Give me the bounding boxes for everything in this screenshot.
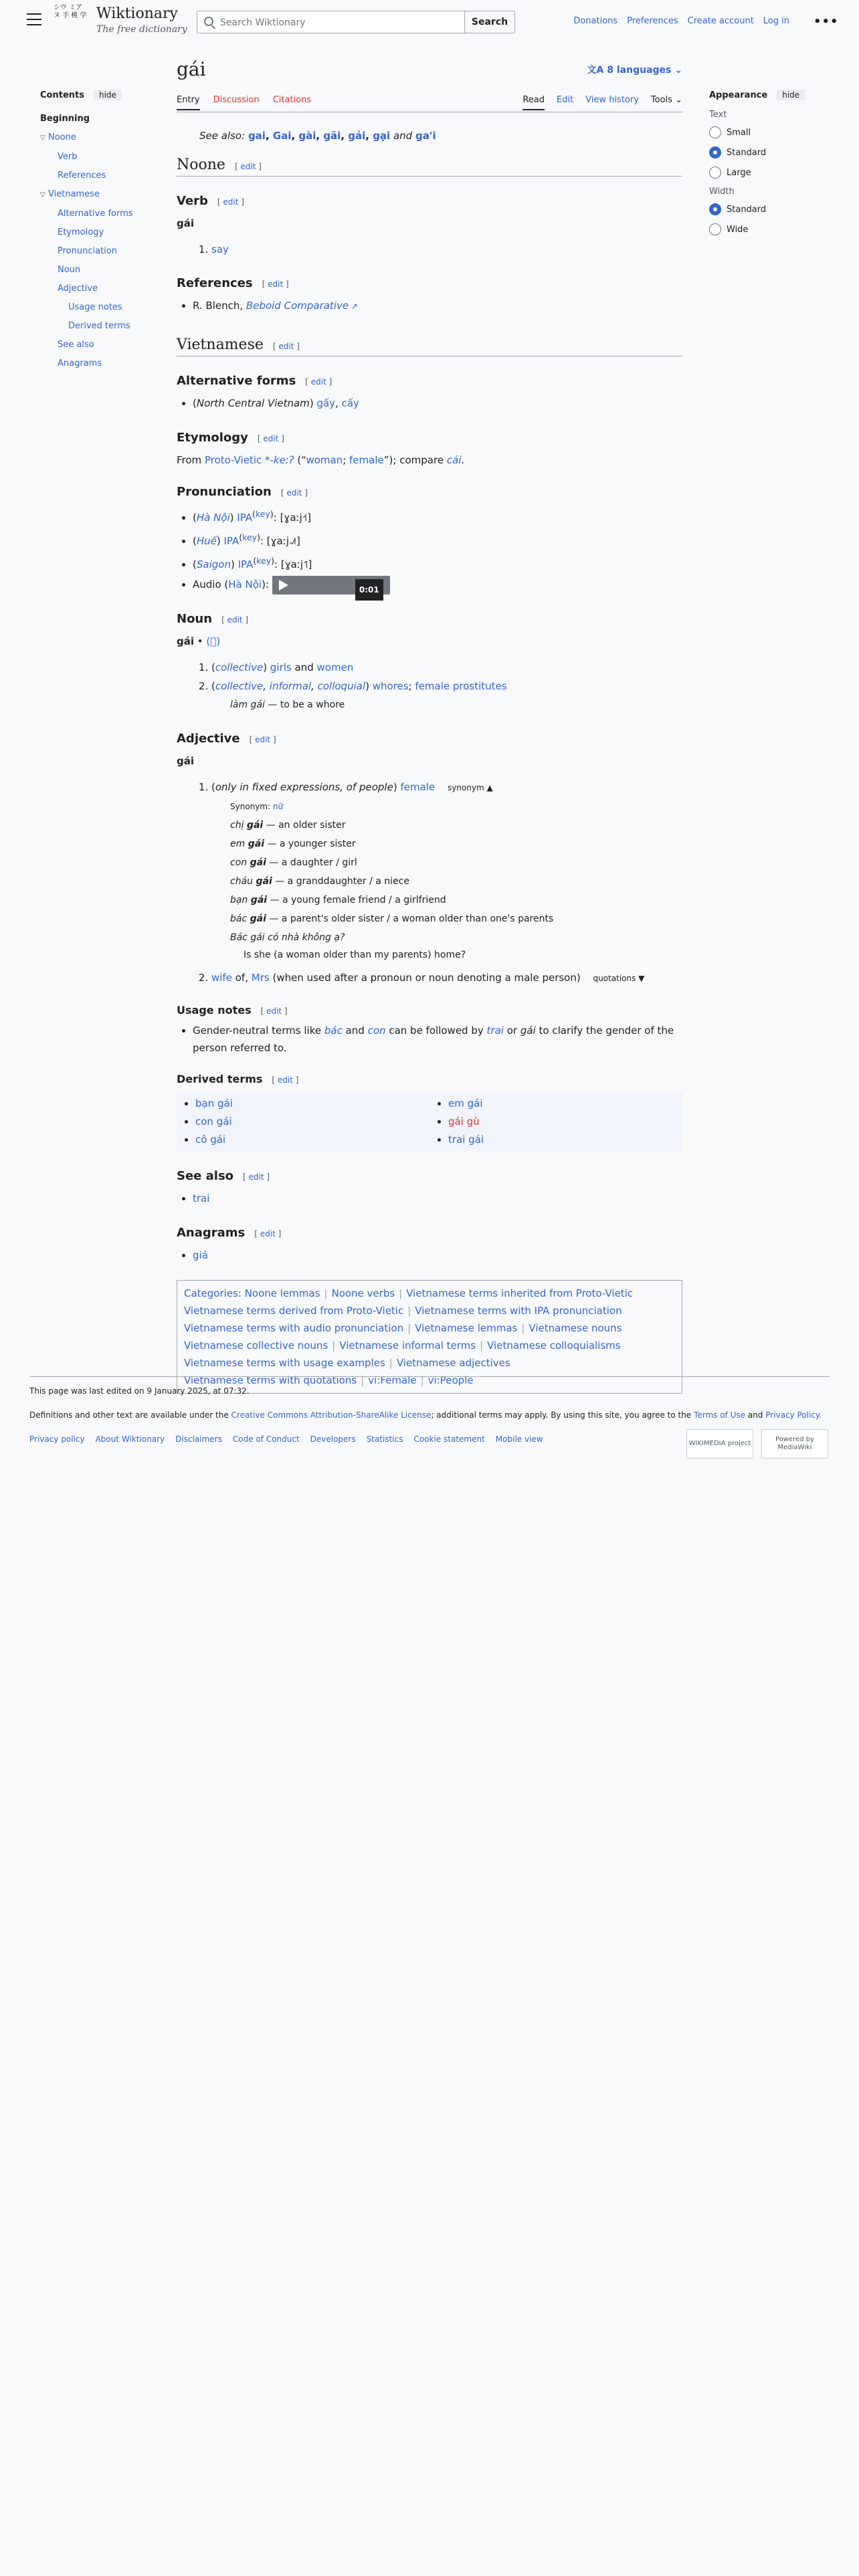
- edit-link[interactable]: edit: [268, 280, 284, 289]
- toc-item-etymology[interactable]: Etymology: [58, 227, 104, 237]
- gloss-link[interactable]: wife: [211, 972, 232, 984]
- heading-anagrams: Anagrams [ edit ]: [177, 1226, 282, 1240]
- derived-term-link[interactable]: trai gái: [448, 1134, 484, 1146]
- chevron-down-icon[interactable]: ▽: [40, 134, 45, 142]
- usage-example: chị gái — an older sister: [230, 820, 346, 831]
- category-link[interactable]: Vietnamese informal terms: [339, 1339, 476, 1352]
- usage-example-quote: Bác gái có nhà không ạ?: [230, 932, 345, 943]
- pronunciation-item: • (Hà Nội) $IPA^{(key)}$: [ɣaːj˧˦]: [193, 504, 682, 528]
- toc-item-references[interactable]: References: [58, 171, 106, 181]
- term-link[interactable]: bác: [324, 1025, 343, 1037]
- edit-link[interactable]: edit: [277, 1075, 293, 1085]
- ipa-link[interactable]: IPA: [237, 512, 253, 524]
- heading-vietnamese: Vietnamese [ edit ]: [177, 336, 682, 356]
- usage-example: làm gái — to be a whore: [230, 700, 345, 710]
- heading-pronunciation: Pronunciation [ edit ]: [177, 485, 308, 499]
- page-tabs: [177, 90, 682, 112]
- derived-term-link[interactable]: cô gái: [195, 1134, 226, 1146]
- chevron-down-icon: ⌄: [675, 95, 682, 105]
- heading-text: Derived terms: [177, 1073, 263, 1085]
- footer-link-statistics[interactable]: Statistics: [366, 1434, 403, 1444]
- width-standard[interactable]: Standard: [709, 203, 830, 215]
- category-link[interactable]: Vietnamese nouns: [529, 1322, 622, 1334]
- quotations-toggle[interactable]: quotations ▼: [593, 974, 645, 983]
- gloss-link[interactable]: Mrs: [251, 972, 270, 984]
- heading-etymology: Etymology [ edit ]: [177, 431, 284, 445]
- ipa-link[interactable]: IPA: [237, 558, 254, 570]
- edit-link[interactable]: edit: [286, 488, 302, 498]
- heading-text: Pronunciation: [177, 485, 272, 499]
- toc-item-pronunciation[interactable]: Pronunciation: [58, 246, 117, 256]
- header: [0, 0, 859, 44]
- chevron-down-icon: ⌄: [671, 65, 682, 76]
- category-link[interactable]: Vietnamese colloquialisms: [487, 1339, 621, 1352]
- ipa-key-link[interactable]: key: [256, 556, 272, 566]
- derived-term-link[interactable]: con gái: [195, 1115, 232, 1128]
- derived-term-link[interactable]: em gái: [448, 1097, 483, 1109]
- category-link[interactable]: Vietnamese terms with audio pronunciation: [184, 1322, 404, 1334]
- login-link[interactable]: Log in: [763, 16, 789, 26]
- wiktionary-logo[interactable]: シウ ミア ヌ 手 桃 学: [54, 4, 87, 19]
- chevron-down-icon[interactable]: ▽: [40, 191, 45, 199]
- page-title: gái: [177, 58, 206, 80]
- gloss-link[interactable]: woman: [306, 454, 343, 466]
- heading-text: References: [177, 276, 253, 290]
- width-label: Width: [709, 187, 735, 197]
- term-link[interactable]: trai: [486, 1025, 504, 1037]
- tools-menu[interactable]: [651, 95, 682, 110]
- etymology-text: From Proto-Vietic *-keːʔ (“woman; female”); compare cái.: [177, 454, 465, 466]
- preferences-link[interactable]: Preferences: [627, 16, 678, 26]
- ipa-link[interactable]: IPA: [223, 535, 240, 547]
- headword: gái: [177, 755, 195, 767]
- user-links: [573, 16, 826, 26]
- license-link[interactable]: Creative Commons Attribution-ShareAlike License: [231, 1410, 432, 1420]
- edit-link[interactable]: edit: [240, 162, 256, 171]
- category-link[interactable]: Vietnamese terms with IPA pronunciation: [415, 1305, 622, 1317]
- heading-verb: Verb [ edit ]: [177, 194, 244, 208]
- edit-link[interactable]: edit: [223, 197, 239, 207]
- region-link[interactable]: Saigon: [196, 558, 231, 570]
- ipa-key-link[interactable]: key: [255, 509, 270, 519]
- appearance-panel: [709, 90, 830, 243]
- usage-example: bác gái — a parent's older sister / a woman older than one's parents: [230, 914, 554, 924]
- license-text: Definitions and other text are available under the Creative Commons Attribution-ShareAlike License; additional terms may apply. By using this site, you agree to the Terms of Use and Privacy Policy.: [29, 1410, 822, 1420]
- usage-example: em gái — a younger sister: [230, 839, 356, 849]
- region-link[interactable]: Hà Nội: [228, 578, 262, 591]
- search-box: [197, 11, 464, 33]
- language-button[interactable]: [587, 63, 682, 76]
- play-icon[interactable]: [279, 580, 288, 591]
- heading-text: Noun: [177, 612, 213, 626]
- menu-icon[interactable]: [27, 13, 41, 25]
- external-link-icon: ↗: [349, 302, 358, 311]
- headword: gái: [177, 635, 195, 647]
- term-link[interactable]: con: [367, 1025, 386, 1037]
- mediawiki-badge[interactable]: Powered by MediaWiki: [761, 1429, 828, 1459]
- tab-edit[interactable]: Edit: [557, 95, 574, 105]
- category-link[interactable]: Vietnamese terms inherited from Proto-Vietic: [406, 1287, 634, 1299]
- tab-view-history[interactable]: View history: [585, 95, 639, 105]
- usage-example: cháu gái — a granddaughter / a niece: [230, 876, 409, 887]
- gloss-link[interactable]: whores: [372, 680, 409, 692]
- footer: [29, 1376, 830, 1451]
- audio-player[interactable]: [272, 576, 390, 595]
- text-size-small[interactable]: Small: [709, 126, 830, 138]
- audio-label: Audio: [193, 578, 221, 591]
- see-also-link[interactable]: gãi: [323, 130, 341, 142]
- toc-title: Contents: [40, 90, 84, 100]
- tools-label[interactable]: Tools: [650, 95, 672, 105]
- toc-item-verb[interactable]: Verb: [58, 152, 78, 162]
- heading-references: References [ edit ]: [177, 276, 289, 290]
- region-link[interactable]: Huế: [196, 535, 217, 547]
- usage-note: • Gender-neutral terms like bác and con can be followed by trai or gái to clarify the gender of the person referred to.: [193, 1022, 682, 1057]
- see-also-hatnote: See also: gai, Gai, gài, gãi, gải, gại and ga'i: [199, 130, 436, 142]
- reference-link[interactable]: Beboid Comparative: [246, 300, 349, 312]
- see-also-link[interactable]: ga'i: [415, 130, 436, 142]
- audio-item: • Audio (Hà Nội): 0:01: [193, 574, 682, 595]
- definition-link[interactable]: say: [211, 243, 229, 255]
- table-of-contents: [40, 90, 155, 373]
- edit-link[interactable]: edit: [310, 377, 326, 387]
- heading-text: Alternative forms: [177, 374, 296, 388]
- edit-link[interactable]: edit: [266, 1006, 282, 1016]
- heading-noun: Noun [ edit ]: [177, 612, 249, 626]
- see-also-and: and: [393, 130, 413, 142]
- chu-nom-link[interactable]: (𡛔): [206, 635, 221, 647]
- dialect-label: North Central Vietnam: [196, 397, 310, 409]
- ipa-value: [ɣaːj˨˩˦]: [266, 535, 300, 547]
- label-link[interactable]: collective: [215, 661, 264, 673]
- reference-author: R. Blench,: [193, 300, 244, 312]
- text-size-label: Text: [709, 110, 727, 120]
- synonym-link[interactable]: nữ: [272, 802, 284, 811]
- heading-text: Anagrams: [177, 1226, 246, 1240]
- category-link[interactable]: Noone lemmas: [244, 1287, 320, 1299]
- footer-link-code-of-conduct[interactable]: Code of Conduct: [232, 1434, 300, 1444]
- footer-link-disclaimers[interactable]: Disclaimers: [175, 1434, 222, 1444]
- category-link[interactable]: Vietnamese adjectives: [396, 1357, 510, 1369]
- toc-item-adjective[interactable]: Adjective: [58, 284, 98, 294]
- see-also-link[interactable]: gai: [248, 130, 266, 142]
- usage-example: bạn gái — a young female friend / a girlfriend: [230, 895, 446, 905]
- category-link[interactable]: Vietnamese lemmas: [415, 1322, 518, 1334]
- tab-entry[interactable]: Entry: [177, 95, 200, 110]
- edit-link[interactable]: edit: [260, 1229, 276, 1239]
- sense-label: only in fixed expressions, of people: [215, 781, 393, 793]
- footer-link-developers[interactable]: Developers: [310, 1434, 356, 1444]
- site-name[interactable]: Wiktionary: [96, 5, 178, 22]
- edit-link[interactable]: edit: [278, 342, 294, 351]
- heading-text: Usage notes: [177, 1004, 252, 1016]
- privacy-link[interactable]: Privacy Policy.: [765, 1410, 822, 1420]
- heading-alternative-forms: Alternative forms [ edit ]: [177, 374, 332, 388]
- gloss-link[interactable]: women: [316, 661, 354, 673]
- heading-adjective: Adjective [ edit ]: [177, 732, 276, 746]
- heading-derived-terms: Derived terms [ edit ]: [177, 1073, 299, 1085]
- toc-item-vietnamese[interactable]: [40, 185, 155, 205]
- heading-text: Adjective: [177, 732, 240, 746]
- width-wide[interactable]: Wide: [709, 223, 830, 235]
- footer-link-about[interactable]: About Wiktionary: [95, 1434, 165, 1444]
- gloss-link[interactable]: female prostitutes: [415, 680, 507, 692]
- label-link[interactable]: colloquial: [317, 680, 366, 692]
- toc-item-noun[interactable]: Noun: [58, 265, 81, 275]
- gloss-link[interactable]: girls: [270, 661, 292, 673]
- text-size-standard[interactable]: Standard: [709, 146, 830, 158]
- main-content: gái 文A 8 languages ⌄ Entry Discussion Citations Read Edit View history Tools ⌄ See also: gai, Gai, gài, gãi, gải, gại and ga'i Noone [ edit ] Verb [ edit ] gái 1. say References [ edit ] • R. Blench, Beboid Comparative ↗ Vietnamese [ edit ] Alternative forms [ edit ] • (North Central Vietnam) gấy, cấy Etymology [ edit ] From Proto-Vietic *-keːʔ (“woman; female”); compare cái. Pronunciation [ edit ] • (Hà Nội) $IPA^{(key)}$: [ɣaːj˧˦] • (Huế) $IPA^{(key)}$: [ɣaːj˨˩˦] • (Saigon) $IPA^{(key)}$: [ɣaːj˦˥] • Audio (Hà Nội): 0:01 Noun [ edit ] gái • (𡛔) 1. (collective) girls and women 2. (collective, informal, colloquial) whores; female prostitutes làm gái — to be a whore Adjective [ edit ] gái 1. (only in fixed expressions, of people) female synonym ▲ Synonym: nữ chị gái — an older sister em gái — a younger sister con gái — a daughter / girl cháu gái — a granddaughter / a niece bạn gái — a young female friend / a girlfriend bác gái — a parent's older sister / a woman older than one's parents Bác gái có nhà không ạ? Is she (a woman older than my parents) home? 2. wife of, Mrs (when used after a pronoun or noun denoting a male person) quotations ▼ Usage notes [ edit ] • Gender-neutral terms like bác and con can be followed by trai or gái to clarify the gender of the person referred to. Derived terms [ edit ] • bạn gái • con gái • cô gái • em gái • gái gù • trai gái See also [ edit ] • trai Anagrams [ edit ] • giá Categories: Noone lemmas | Noone verbs | Vietnamese terms inherited from Proto-Vietic Vietnamese terms derived from Proto-Vietic | Vietnamese terms with IPA pronunciation Vietnamese terms with audio pronunciation | Vietnamese lemmas | Vietnamese nouns Vietnamese collective nouns | Vietnamese informal terms | Vietnamese colloquialisms Vietnamese terms with usage examples | Vietnamese adjectives Vietnamese terms with quotations | vi:Female | vi:People: [177, 56, 682, 1394]
- language-count[interactable]: 8 languages: [607, 65, 672, 76]
- derived-term-link[interactable]: bạn gái: [195, 1097, 233, 1109]
- etymology-form-link[interactable]: *-keːʔ: [265, 454, 294, 466]
- ipa-key-link[interactable]: key: [242, 532, 258, 542]
- alt-form-link[interactable]: cấy: [341, 397, 359, 409]
- categories-label[interactable]: Categories:: [184, 1287, 242, 1299]
- appearance-hide-button[interactable]: hide: [777, 90, 805, 100]
- translate-icon: 文A: [587, 65, 607, 76]
- category-link[interactable]: Vietnamese collective nouns: [184, 1339, 328, 1352]
- more-options-icon[interactable]: •••: [814, 15, 839, 29]
- see-also-link[interactable]: Gai: [272, 130, 292, 142]
- synonym-toggle[interactable]: synonym ▲: [447, 783, 493, 792]
- headword: gái: [177, 217, 195, 229]
- wikimedia-badge[interactable]: WIKIMEDIA project: [686, 1429, 753, 1459]
- footer-link-mobile[interactable]: Mobile view: [495, 1434, 543, 1444]
- tab-discussion[interactable]: Discussion: [213, 95, 260, 105]
- etymology-source-link[interactable]: Proto-Vietic: [204, 454, 262, 466]
- category-link[interactable]: vi:Female: [368, 1374, 417, 1386]
- gloss-link[interactable]: female: [400, 781, 436, 793]
- heading-text: Noone: [177, 156, 225, 173]
- ipa-value: [ɣaːj˧˦]: [280, 512, 312, 524]
- synonym-label: Synonym:: [230, 802, 271, 811]
- see-also-link[interactable]: gại: [373, 130, 391, 142]
- label-link[interactable]: collective: [215, 680, 264, 692]
- footer-link-cookie[interactable]: Cookie statement: [413, 1434, 485, 1444]
- tab-read[interactable]: Read: [522, 95, 545, 110]
- category-link[interactable]: Vietnamese terms with quotations: [184, 1374, 357, 1386]
- label-link[interactable]: informal: [269, 680, 312, 692]
- toc-item-alternative-forms[interactable]: Alternative forms: [58, 209, 133, 219]
- search-icon: [204, 17, 213, 26]
- heading-text: See also: [177, 1169, 234, 1183]
- see-also-prefix: See also:: [199, 130, 246, 142]
- derived-terms-list: [177, 1092, 682, 1152]
- pronunciation-item: • (Saigon) $IPA^{(key)}$: [ɣaːj˦˥]: [193, 551, 682, 574]
- usage-example-translation: Is she (a woman older than my parents) home?: [244, 950, 466, 960]
- heading-text: Vietnamese: [177, 336, 264, 353]
- search-input[interactable]: [220, 15, 454, 30]
- heading-text: Etymology: [177, 431, 248, 445]
- pronunciation-item: • (Huế) $IPA^{(key)}$: [ɣaːj˨˩˦]: [193, 528, 682, 551]
- alt-form-link[interactable]: gấy: [316, 397, 336, 409]
- region-link[interactable]: Hà Nội: [196, 512, 230, 524]
- toc-item-label[interactable]: Vietnamese: [48, 189, 100, 199]
- toc-hide-button[interactable]: hide: [94, 90, 122, 100]
- category-links: Categories: Noone lemmas | Noone verbs | Vietnamese terms inherited from Proto-Vietic Vietnamese terms derived from Proto-Vietic | Vietnamese terms with IPA pronunciation Vietnamese terms with audio pronunciation | Vietnamese lemmas | Vietnamese nouns Vietnamese collective nouns | Vietnamese informal terms | Vietnamese colloquialisms Vietnamese terms with usage examples | Vietnamese adjectives Vietnamese terms with quotations | vi:Female | vi:People: [177, 1280, 682, 1394]
- toc-item-see-also[interactable]: See also: [58, 340, 94, 350]
- heading-usage-notes: Usage notes [ edit ]: [177, 1004, 288, 1016]
- tab-citations[interactable]: Citations: [272, 95, 312, 105]
- category-link[interactable]: vi:People: [427, 1374, 474, 1386]
- edit-link[interactable]: edit: [248, 1172, 264, 1182]
- category-link[interactable]: Vietnamese terms with usage examples: [184, 1357, 385, 1369]
- toc-item-usage-notes[interactable]: Usage notes: [68, 302, 122, 312]
- anagram-link[interactable]: giá: [193, 1249, 208, 1261]
- category-link[interactable]: Noone verbs: [331, 1287, 395, 1299]
- terms-link[interactable]: Terms of Use: [694, 1410, 745, 1420]
- edit-link[interactable]: edit: [255, 735, 271, 744]
- heading-text: Verb: [177, 194, 208, 208]
- audio-duration: 0:01: [355, 579, 383, 601]
- site-tagline: The free dictionary: [96, 24, 187, 35]
- see-also-link[interactable]: gài: [298, 130, 316, 142]
- last-edited: This page was last edited on 9 January 2025, at 07:32.: [29, 1386, 250, 1396]
- heading-see-also: See also [ edit ]: [177, 1169, 270, 1183]
- ipa-value: [ɣaːj˦˥]: [280, 558, 312, 570]
- search-button[interactable]: Search: [464, 11, 515, 33]
- gloss-link[interactable]: female: [349, 454, 384, 466]
- appearance-title: Appearance: [709, 90, 768, 100]
- toc-item-label[interactable]: Noone: [48, 132, 76, 142]
- toc-item-beginning[interactable]: Beginning: [40, 114, 90, 124]
- category-link[interactable]: Vietnamese terms derived from Proto-Vietic: [184, 1305, 404, 1317]
- edit-link[interactable]: edit: [263, 434, 279, 443]
- toc-item-derived-terms[interactable]: Derived terms: [68, 321, 130, 331]
- see-also-term-link[interactable]: trai: [193, 1192, 210, 1204]
- derived-term-link[interactable]: gái gù: [448, 1115, 480, 1128]
- see-also-link[interactable]: gải: [348, 130, 366, 142]
- text-size-large[interactable]: Large: [709, 167, 830, 179]
- edit-link[interactable]: edit: [227, 615, 243, 625]
- create-account-link[interactable]: Create account: [687, 16, 754, 26]
- usage-example: con gái — a daughter / girl: [230, 857, 357, 868]
- toc-item-noone[interactable]: [40, 128, 155, 148]
- footer-link-privacy[interactable]: Privacy policy: [29, 1434, 85, 1444]
- compare-link[interactable]: cái: [446, 454, 462, 466]
- donations-link[interactable]: Donations: [573, 16, 618, 26]
- heading-noone: Noone [ edit ]: [177, 156, 682, 177]
- toc-item-anagrams[interactable]: Anagrams: [58, 358, 102, 368]
